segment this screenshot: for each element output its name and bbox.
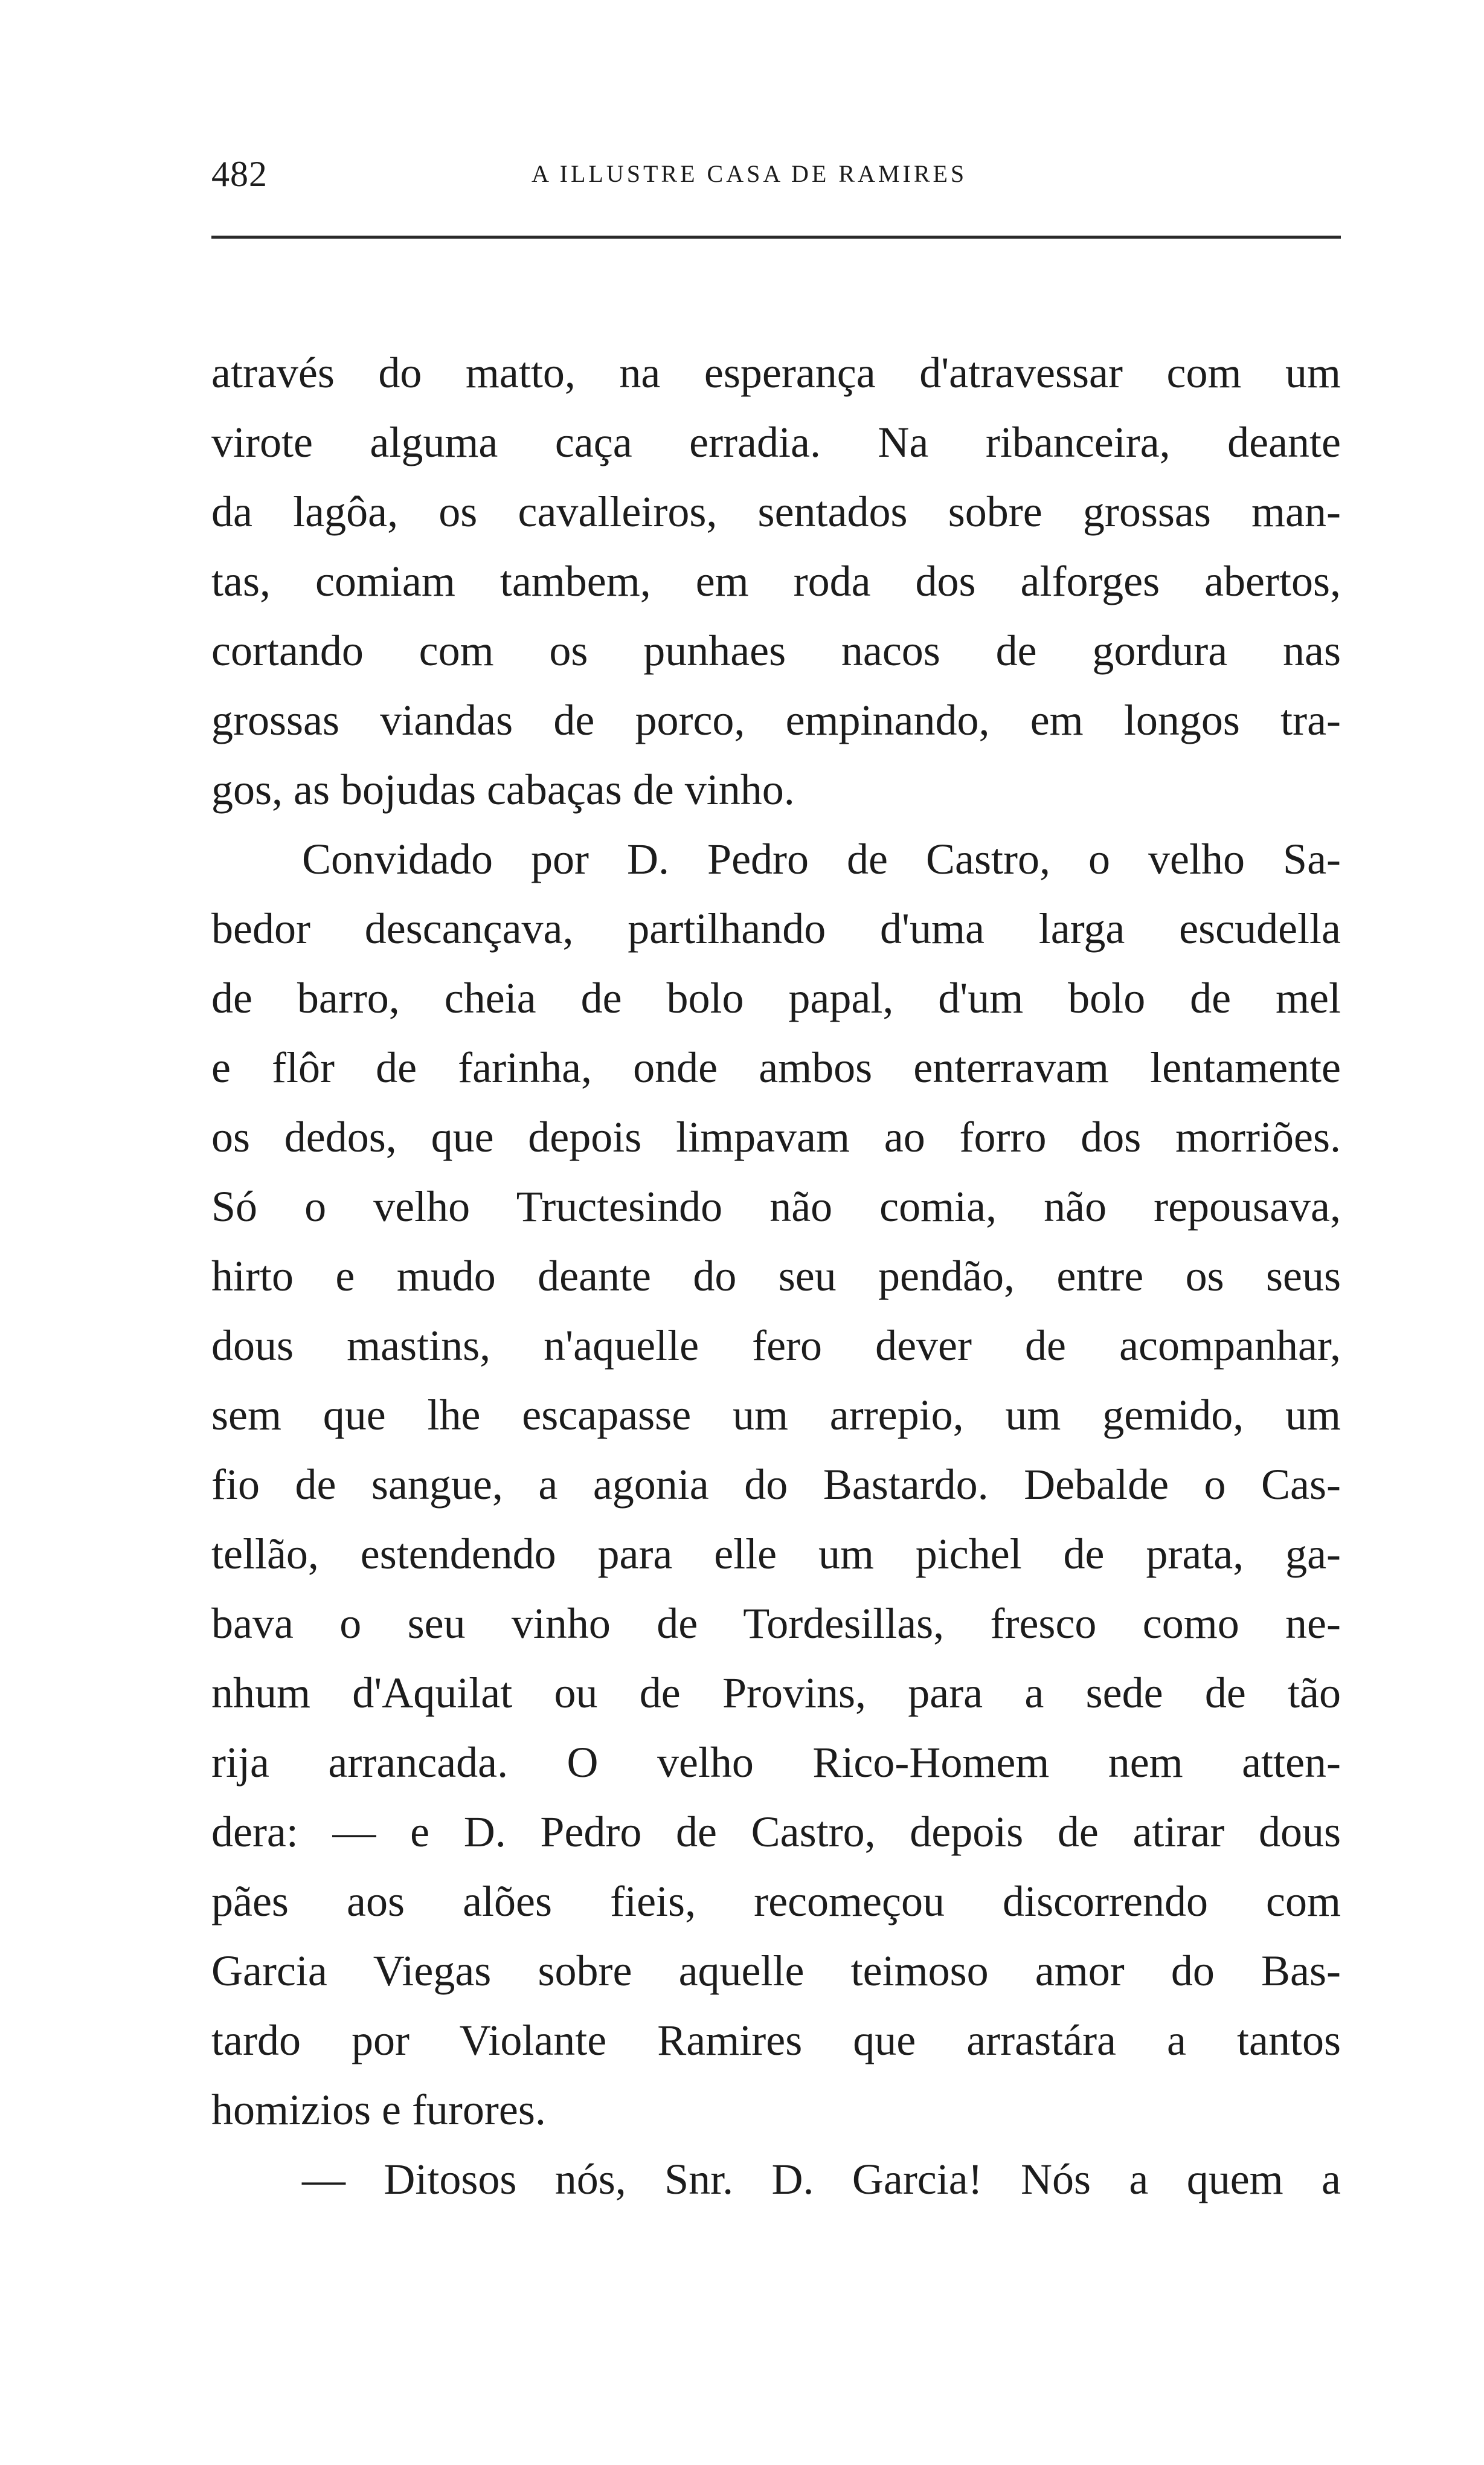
- text-line: gos, as bojudas cabaças de vinho.: [211, 765, 795, 814]
- text-line: bava o seu vinho de Tordesillas, fresco como ne-: [211, 1599, 1341, 1648]
- text-line: bedor descançava, partilhando d'uma larga escudella: [211, 904, 1341, 953]
- text-line: da lagôa, os cavalleiros, sentados sobre grossas man-: [211, 488, 1341, 536]
- text-line: homizios e furores.: [211, 2086, 546, 2134]
- text-line: tardo por Violante Ramires que arrastára a tantos: [211, 2016, 1341, 2064]
- text-line: pães aos alões fieis, recomeçou discorrendo com: [211, 1877, 1341, 1925]
- text-line: dera: — e D. Pedro de Castro, depois de atirar dous: [211, 1808, 1341, 1856]
- text-line: grossas viandas de porco, empinando, em longos tra-: [211, 696, 1341, 744]
- header-rule: [211, 236, 1341, 239]
- text-line: dous mastins, n'aquelle fero dever de acompanhar,: [211, 1321, 1341, 1370]
- text-line: tas, comiam tambem, em roda dos alforges abertos,: [211, 557, 1341, 605]
- text-line: Convidado por D. Pedro de Castro, o velho Sa-: [302, 835, 1341, 883]
- text-line: sem que lhe escapasse um arrepio, um gemido, um: [211, 1391, 1341, 1439]
- text-line: os dedos, que depois limpavam ao forro dos morriões.: [211, 1113, 1341, 1161]
- running-title: A ILLUSTRE CASA DE RAMIRES: [532, 160, 968, 187]
- text-line: — Ditosos nós, Snr. D. Garcia! Nós a quem a: [302, 2155, 1341, 2203]
- text-line: através do matto, na esperança d'atravessar com um: [211, 349, 1341, 397]
- page-number: 482: [211, 154, 268, 194]
- text-line: e flôr de farinha, onde ambos enterravam lentamente: [211, 1043, 1341, 1092]
- text-line: Só o velho Tructesindo não comia, não repousava,: [211, 1182, 1341, 1231]
- text-line: Garcia Viegas sobre aquelle teimoso amor do Bas-: [211, 1947, 1341, 1995]
- text-line: tellão, estendendo para elle um pichel de prata, ga-: [211, 1530, 1341, 1578]
- text-line: rija arrancada. O velho Rico-Homem nem atten-: [211, 1738, 1341, 1787]
- text-line: nhum d'Aquilat ou de Provins, para a sede de tão: [211, 1669, 1341, 1717]
- text-line: fio de sangue, a agonia do Bastardo. Debalde o Cas-: [211, 1460, 1341, 1509]
- text-line: cortando com os punhaes nacos de gordura nas: [211, 627, 1341, 675]
- text-line: hirto e mudo deante do seu pendão, entre os seus: [211, 1252, 1341, 1300]
- text-line: virote alguma caça erradia. Na ribanceira, deante: [211, 418, 1341, 466]
- text-line: de barro, cheia de bolo papal, d'um bolo de mel: [211, 974, 1341, 1022]
- body-text: [211, 338, 1341, 2214]
